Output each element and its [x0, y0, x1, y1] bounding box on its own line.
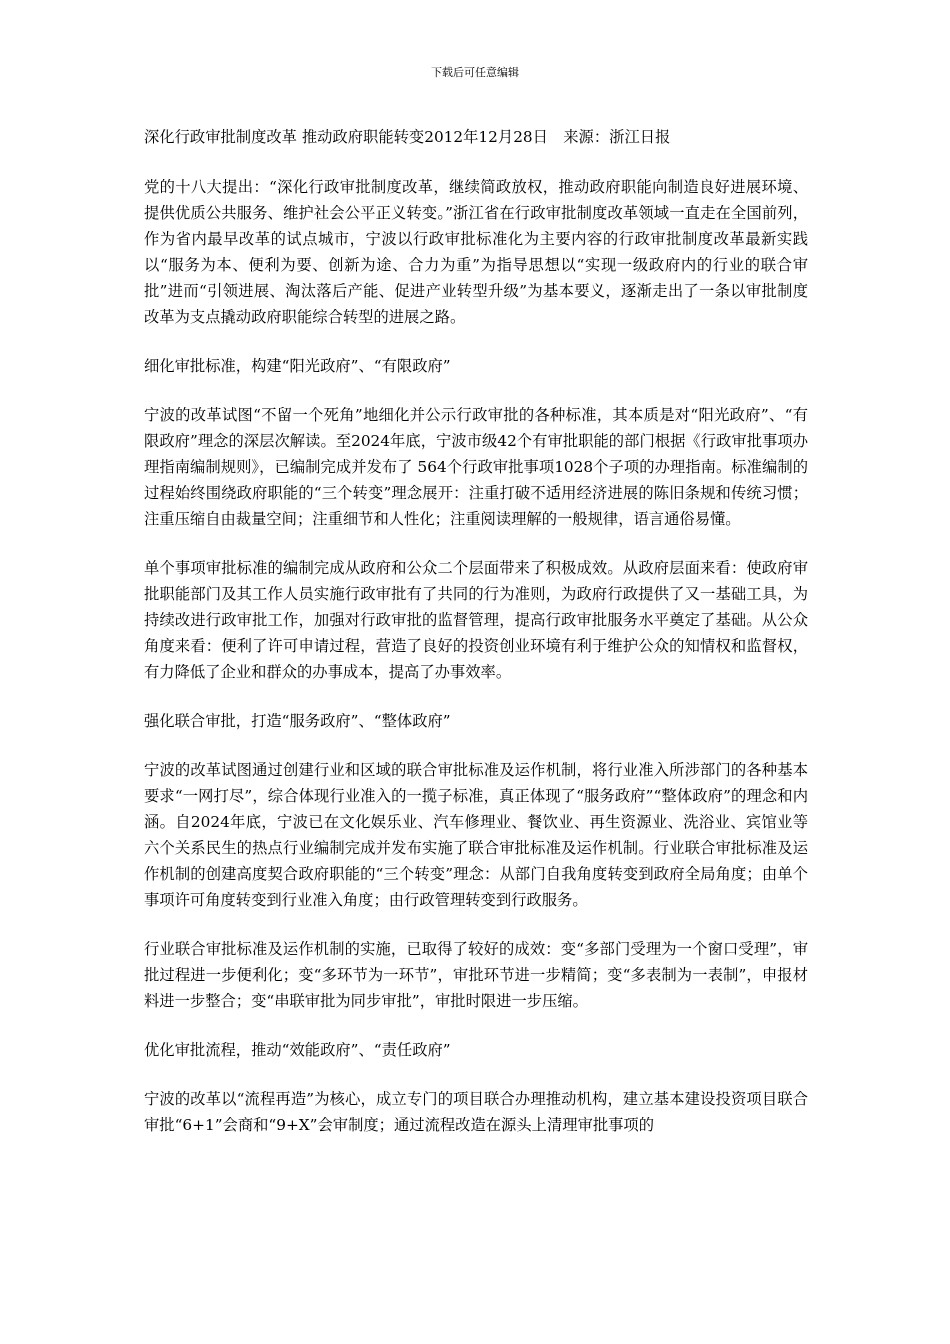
paragraph-joint-approval-results: 行业联合审批标准及运作机制的实施，已取得了较好的成效：变“多部门受理为一个窗口受理”，审批过程进一步便利化；变“多环节为一环节”，审批环节进一步精简；变“多表制为一表制”，申报材料进一步整合；变“串联审批为同步审批”，审批时限进一步压缩。 [144, 940, 808, 1010]
article-title: 深化行政审批制度改革 推动政府职能转变2012年12月28日 来源：浙江日报 [144, 128, 671, 146]
article-body [144, 124, 808, 1161]
section-heading-joint-approval: 强化联合审批，打造“服务政府”、“整体政府” [144, 712, 451, 730]
paragraph-joint-approval: 宁波的改革试图通过创建行业和区域的联合审批标准及运作机制，将行业准入所涉部门的各种基本要求“一网打尽”，综合体现行业准入的一揽子标准，真正体现了“服务政府”“整体政府”的理念和内涵。自2024年底，宁波已在文化娱乐业、汽车修理业、餐饮业、再生资源业、洗浴业、宾馆业等六个关系民生的热点行业编制完成并发布实施了联合审批标准及运作机制。行业联合审批标准及运作机制的创建高度契合政府职能的“三个转变”理念：从部门自我角度转变到政府全局角度；由单个事项许可角度转变到行业准入角度；由行政管理转变到行政服务。 [144, 761, 808, 909]
section-heading-standards: 细化审批标准，构建“阳光政府”、“有限政府” [144, 357, 451, 375]
paragraph-process: 宁波的改革以“流程再造”为核心，成立专门的项目联合办理推动机构，建立基本建设投资项目联合审批“6+1”会商和“9+X”会审制度；通过流程改造在源头上清理审批事项的 [144, 1090, 808, 1134]
paragraph-standards-results: 单个事项审批标准的编制完成从政府和公众二个层面带来了积极成效。从政府层面来看：使政府审批职能部门及其工作人员实施行政审批有了共同的行为准则，为政府行政提供了又一基础工具，为持续改进行政审批工作，加强对行政审批的监督管理，提高行政审批服务水平奠定了基础。从公众角度来看：便利了许可申请过程，营造了良好的投资创业环境有利于维护公众的知情权和监督权，有力降低了企业和群众的办事成本，提高了办事效率。 [144, 559, 808, 681]
header-note: 下载后可任意编辑 [431, 66, 519, 79]
section-heading-process: 优化审批流程，推动“效能政府”、“责任政府” [144, 1041, 451, 1059]
paragraph-intro: 党的十八大提出：“深化行政审批制度改革，继续简政放权，推动政府职能向制造良好进展环境、提供优质公共服务、维护社会公平正义转变。”浙江省在行政审批制度改革领域一直走在全国前列，作为省内最早改革的试点城市，宁波以行政审批标准化为主要内容的行政审批制度改革最新实践以“服务为本、便利为要、创新为途、合力为重”为指导思想以“实现一级政府内的行业的联合审批”进而“引领进展、淘汰落后产能、促进产业转型升级”为基本要义，逐渐走出了一条以审批制度改革为支点撬动政府职能综合转型的进展之路。 [144, 178, 808, 326]
paragraph-standards: 宁波的改革试图“不留一个死角”地细化并公示行政审批的各种标准，其本质是对“阳光政府”、“有限政府”理念的深层次解读。至2024年底，宁波市级42个有审批职能的部门根据《行政审批事项办理指南编制规则》，已编制完成并发布了 564个行政审批事项1028个子项的办理指南。标准编制的过程始终围绕政府职能的“三个转变”理念展开：注重打破不适用经济进展的陈旧条规和传统习惯；注重压缩自由裁量空间；注重细节和人性化；注重阅读理解的一般规律，语言通俗易懂。 [144, 406, 808, 528]
